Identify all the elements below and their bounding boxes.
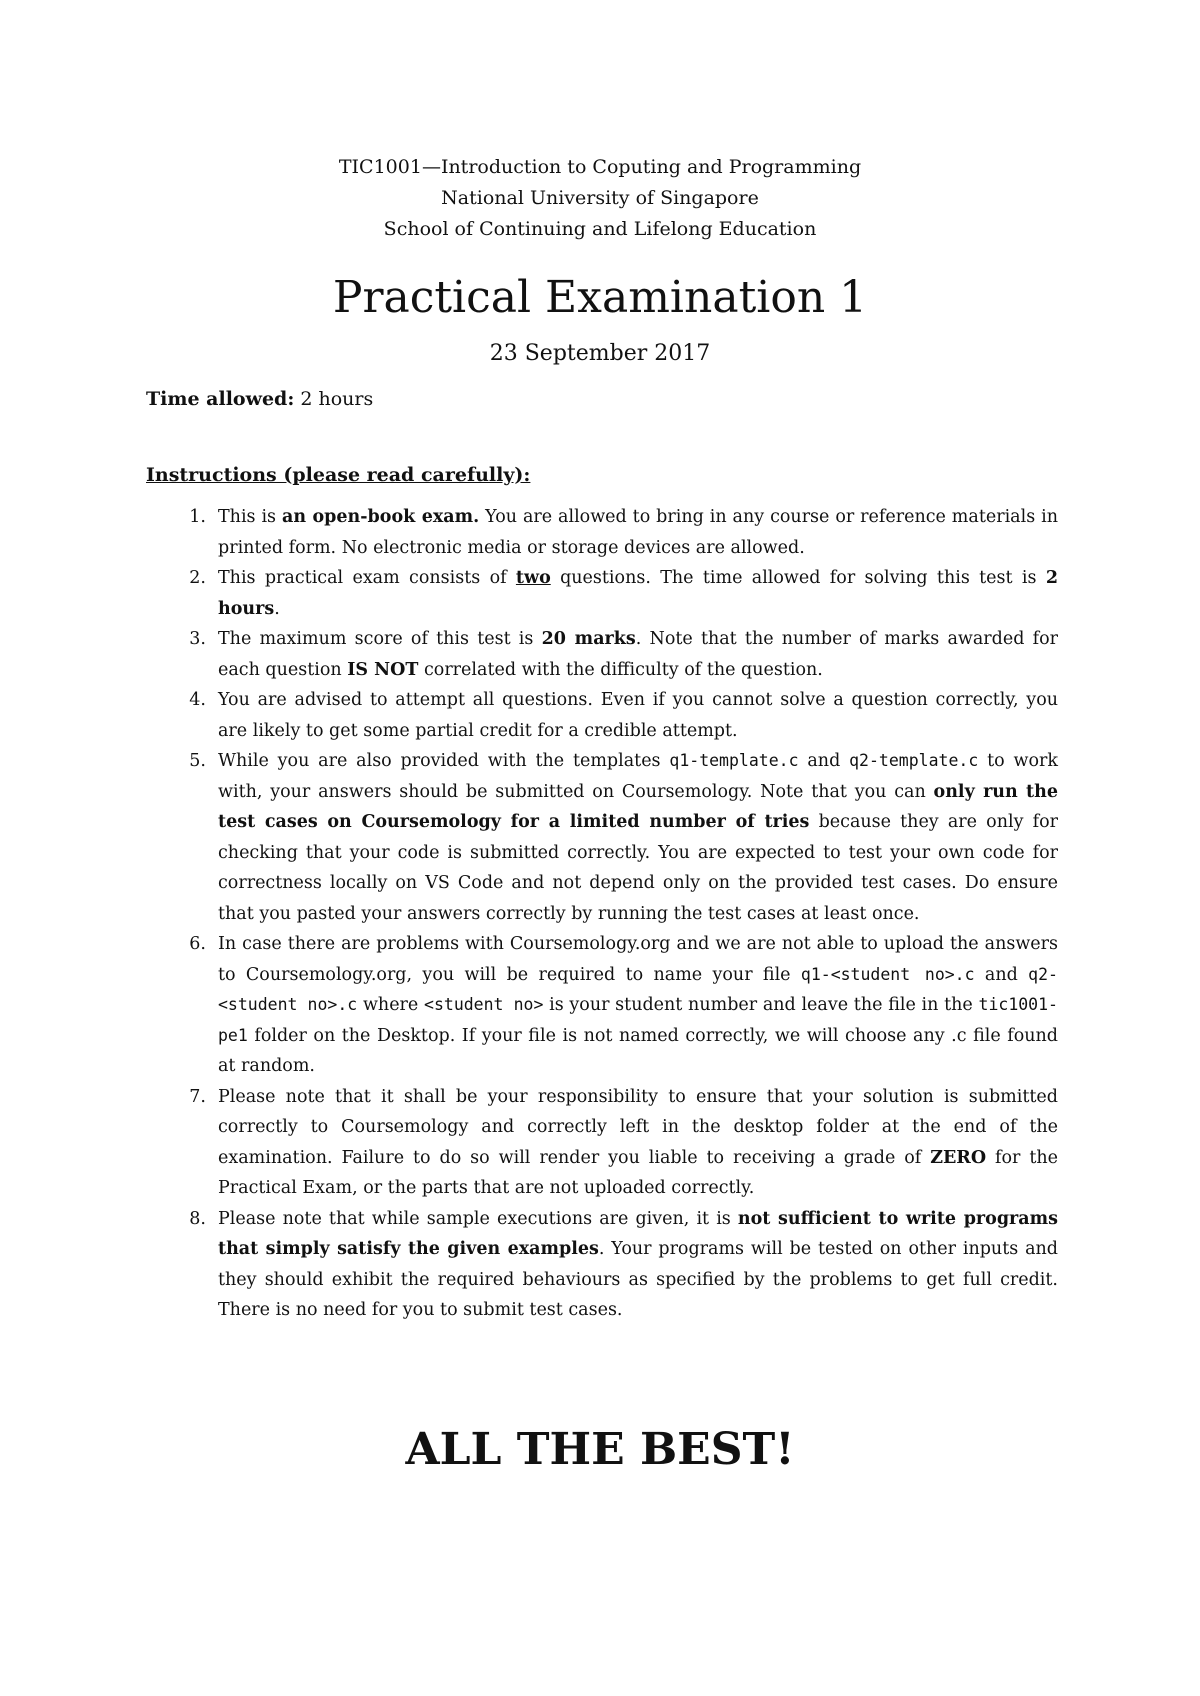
- time-allowed: [146, 384, 373, 414]
- instruction-text: You are allowed to bring in any course or reference materials in printed form. No electronic media or storage devices are allowed.: [218, 507, 1058, 558]
- instruction-text: .: [274, 598, 280, 619]
- instruction-text: Please note that while sample executions are given, it is: [218, 1208, 738, 1229]
- instruction-text: and: [798, 751, 850, 771]
- instruction-item: [218, 685, 1058, 746]
- course-title: TIC1001—Introduction to Coputing and Programming: [338, 156, 862, 178]
- instruction-emphasis: ZERO: [930, 1147, 987, 1168]
- instruction-text: . Your programs will be tested on other inputs and they should exhibit the required behaviours as specified by the problems to get full credit. There is no need for you to submit test cases.: [218, 1239, 1058, 1320]
- instruction-item: [218, 563, 1058, 624]
- instruction-text: The maximum score of this test is: [218, 629, 542, 649]
- time-allowed-label: Time allowed:: [146, 388, 295, 410]
- instructions-heading: Instructions (please read carefully):: [146, 464, 531, 486]
- instruction-text: Please note that it shall be your responsibility to ensure that your solution is submitted correctly to Coursemology and correctly left in the desktop folder at the end of the examination. Failure to do so will render you liable to receiving a grade of: [218, 1086, 1058, 1168]
- time-allowed-value: 2 hours: [300, 388, 374, 410]
- instruction-item: [218, 624, 1058, 685]
- university-name: National University of Singapore: [441, 187, 759, 209]
- instruction-text: folder on the Desktop. If your file is not named correctly, we will choose any .c file found at random.: [218, 1025, 1058, 1076]
- instruction-item: [218, 502, 1058, 563]
- exam-date: 23 September 2017: [489, 341, 711, 366]
- instruction-text: questions. The time allowed for solving this test is: [550, 568, 1046, 588]
- instruction-text: . Note that the number of marks awarded for each question: [218, 629, 1058, 680]
- instruction-emphasis: not sufficient to write programs that simply satisfy the given examples: [218, 1208, 1058, 1259]
- instruction-text: correlated with the difficulty of the question.: [418, 659, 823, 680]
- school-name: School of Continuing and Lifelong Education: [383, 218, 817, 240]
- filename-code: q1-<student no>.c: [800, 964, 975, 984]
- instruction-text: is your student number and leave the file in the: [543, 995, 979, 1015]
- instruction-text: and: [974, 964, 1029, 985]
- instruction-text: where: [357, 995, 425, 1015]
- instruction-text: In case there are problems with Coursemology.org and we are not able to upload the answers to Coursemology.org, you will be required to name your file: [218, 934, 1058, 985]
- instruction-item: [218, 1082, 1058, 1204]
- instruction-emphasis: two: [515, 568, 551, 588]
- instruction-emphasis: 2 hours: [218, 568, 1058, 619]
- filename-code: q1-template.c: [669, 751, 799, 770]
- closing-message: ALL THE BEST!: [405, 1424, 795, 1475]
- filename-code: q2-<student no>.c: [218, 964, 1058, 1014]
- placeholder-code: <student no>: [424, 995, 544, 1014]
- folder-code: tic1001-pe1: [218, 995, 1058, 1045]
- instruction-emphasis: IS NOT: [347, 659, 419, 680]
- instruction-text: You are advised to attempt all questions. Even if you cannot solve a question correctly, you are likely to get some partial credit for a credible attempt.: [218, 690, 1058, 741]
- instructions-list: [146, 502, 1058, 1326]
- instruction-emphasis: 20 marks: [541, 629, 636, 649]
- instruction-text: While you are also provided with the templates: [218, 751, 670, 771]
- instruction-text: This is: [218, 507, 282, 527]
- instruction-item: [218, 929, 1058, 1082]
- instruction-text: for the Practical Exam, or the parts that are not uploaded correctly.: [218, 1147, 1058, 1198]
- exam-title: Practical Examination 1: [332, 272, 868, 323]
- instruction-emphasis: only run the test cases on Coursemology for a limited number of tries: [218, 781, 1058, 832]
- instruction-text: to work with, your answers should be submitted on Coursemology. Note that you can: [218, 751, 1058, 802]
- instruction-emphasis: an open-book exam.: [281, 507, 480, 527]
- course-header: [0, 152, 1200, 245]
- instruction-item: [218, 746, 1058, 929]
- filename-code: q2-template.c: [849, 751, 979, 770]
- instruction-text: because they are only for checking that your code is submitted correctly. You are expected to test your own code for correctness locally on VS Code and not depend only on the provided test cases. Do ensure that you pasted your answers correctly by running the test cases at least once.: [218, 812, 1058, 924]
- instruction-text: This practical exam consists of: [218, 568, 516, 588]
- instruction-item: [218, 1204, 1058, 1326]
